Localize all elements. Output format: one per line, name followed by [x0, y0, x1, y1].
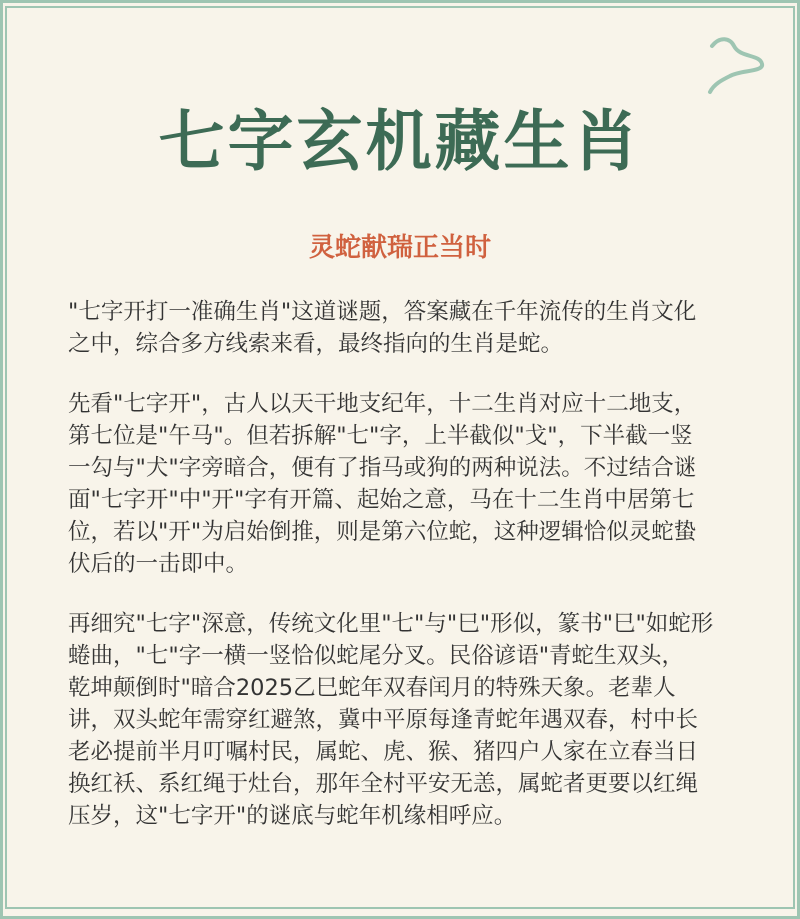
page-title: 七字玄机藏生肖 [158, 103, 642, 180]
text-line: 先看"七字开"，古人以天干地支纪年，十二生肖对应十二地支， [68, 391, 697, 417]
text-line: 之中，综合多方线索来看，最终指向的生肖是蛇。 [68, 331, 564, 357]
paragraph-3 [68, 608, 748, 832]
text-line: 老必提前半月叮嘱村民，属蛇、虎、猴、猪四户人家在立春当日 [68, 739, 699, 765]
text-line: 换红袄、系红绳于灶台，那年全村平安无恙，属蛇者更要以红绳 [68, 771, 699, 797]
paragraph-2 [68, 388, 748, 580]
text-line: "七字开打一准确生肖"这道谜题，答案藏在千年流传的生肖文化 [68, 299, 697, 325]
text-line: 乾坤颠倒时"暗合2025乙巳蛇年双春闰月的特殊天象。老辈人 [68, 675, 676, 701]
snake-ornament-icon [700, 36, 772, 96]
text-line: 蜷曲，"七"字一横一竖恰似蛇尾分叉。民俗谚语"青蛇生双头， [68, 643, 685, 669]
text-line: 压岁，这"七字开"的谜底与蛇年机缘相呼应。 [68, 803, 517, 829]
paragraph-1 [68, 296, 748, 360]
text-line: 面"七字开"中"开"字有开篇、起始之意，马在十二生肖中居第七 [68, 487, 695, 513]
text-line: 伏后的一击即中。 [68, 551, 249, 577]
text-line: 第七位是"午马"。但若拆解"七"字，上半截似"戈"，下半截一竖 [68, 423, 693, 449]
page-subtitle: 灵蛇献瑞正当时 [308, 233, 491, 263]
text-line: 再细究"七字"深意，传统文化里"七"与"巳"形似，篆书"巳"如蛇形 [68, 611, 714, 637]
text-line: 一勾与"犬"字旁暗合，便有了指马或狗的两种说法。不过结合谜 [68, 455, 697, 481]
text-line: 讲，双头蛇年需穿红避煞，冀中平原每逢青蛇年遇双春，村中长 [68, 707, 699, 733]
text-line: 位，若以"开"为启始倒推，则是第六位蛇，这种逻辑恰似灵蛇蛰 [68, 519, 697, 545]
article-body [68, 296, 748, 860]
